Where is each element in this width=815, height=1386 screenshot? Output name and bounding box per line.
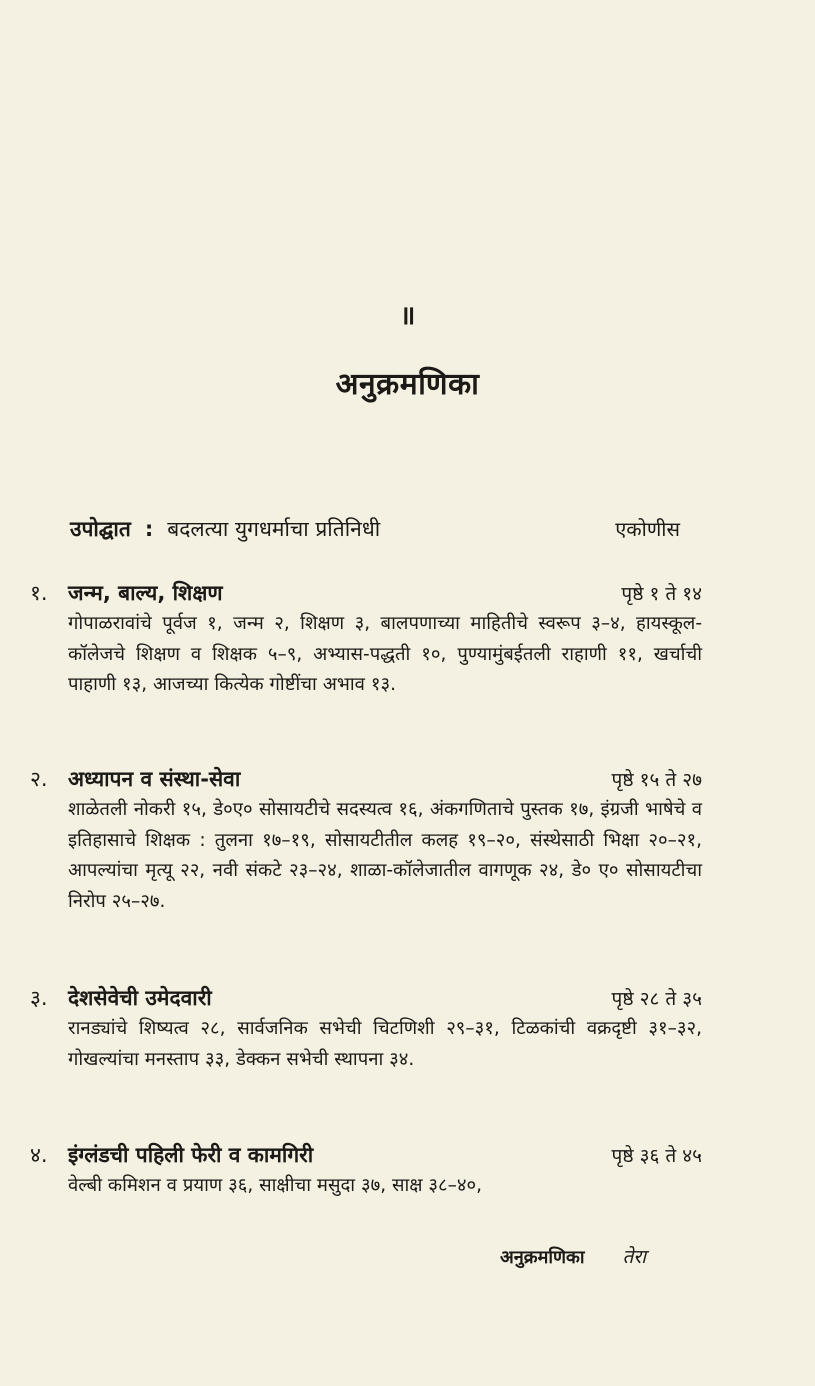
entry-number: ४.	[30, 1143, 48, 1167]
entry-title: देशसेवेची उमेदवारी	[68, 986, 212, 1010]
entry-title: इंग्लंडची पहिली फेरी व कामगिरी	[68, 1143, 314, 1167]
entry-body: गोपाळरावांचे पूर्वज १, जन्म २, शिक्षण ३, बालपणाच्या माहितीचे स्वरूप ३–४, हायस्कूल-कॉलेजचे शिक्षण व शिक्षक ५–९, अभ्यास-पद्धती १०, पुण्यामुंबईतली राहाणी ११, खर्चाची पाहाणी १३, आजच्या कित्येक गोष्टींचा अभाव १३.	[68, 613, 702, 695]
entry-pages: पृष्ठे २८ ते ३५	[611, 988, 702, 1010]
entry-title: जन्म, बाल्य, शिक्षण	[68, 581, 223, 605]
entry-body: शाळेतली नोकरी १५, डे०ए० सोसायटीचे सदस्यत्व १६, अंकगणिताचे पुस्तक १७, इंग्रजी भाषेचे व इतिहासाचे शिक्षक : तुलना १७–१९, सोसायटीतील कलह १९–२०, संस्थेसाठी भिक्षा २०–२१, आपल्यांचा मृत्यू २२, नवी संकटे २३–२४, शाळा-कॉलेजातील वागणूक २४, डे० ए० सोसायटीचा निरोप २५–२७.	[68, 799, 702, 912]
entry-title: अध्यापन व संस्था-सेवा	[68, 767, 241, 791]
entry-number: २.	[30, 767, 48, 791]
intro-row	[70, 515, 680, 543]
running-title: अनुक्रमणिका	[500, 1247, 585, 1268]
toc-entry-1	[30, 578, 702, 701]
intro-label: उपोद्घात	[70, 517, 131, 541]
toc-entry-2	[30, 764, 702, 917]
page-footer	[500, 1243, 646, 1269]
page-title: अनुक्रमणिका	[335, 367, 480, 402]
intro-colon: :	[144, 517, 154, 541]
toc-entry-3	[30, 983, 702, 1075]
intro-pages: एकोणीस	[615, 517, 680, 541]
entry-body: वेल्बी कमिशन व प्रयाण ३६, साक्षीचा मसुदा ३७, साक्ष ३८–४०,	[68, 1175, 483, 1196]
entry-pages: पृष्ठे ३६ ते ४५	[611, 1145, 702, 1167]
page-number: तेरा	[622, 1246, 647, 1268]
entry-pages: पृष्ठे १५ ते २७	[611, 769, 702, 791]
intro-text: बदलत्या युगधर्माचा प्रतिनिधी	[167, 517, 381, 541]
entry-number: १.	[30, 581, 48, 605]
entry-body: रानड्यांचे शिष्यत्व २८, सार्वजनिक सभेची चिटणिशी २९–३१, टिळकांची वक्रदृष्टी ३१–३२, गोखल्यांचा मनस्ताप ३३, डेक्कन सभेची स्थापना ३४.	[68, 1018, 702, 1070]
toc-entry-4	[30, 1140, 702, 1202]
ornament-mark: ॥	[399, 301, 416, 331]
entry-number: ३.	[30, 986, 48, 1010]
entry-pages: पृष्ठे १ ते १४	[621, 583, 702, 605]
